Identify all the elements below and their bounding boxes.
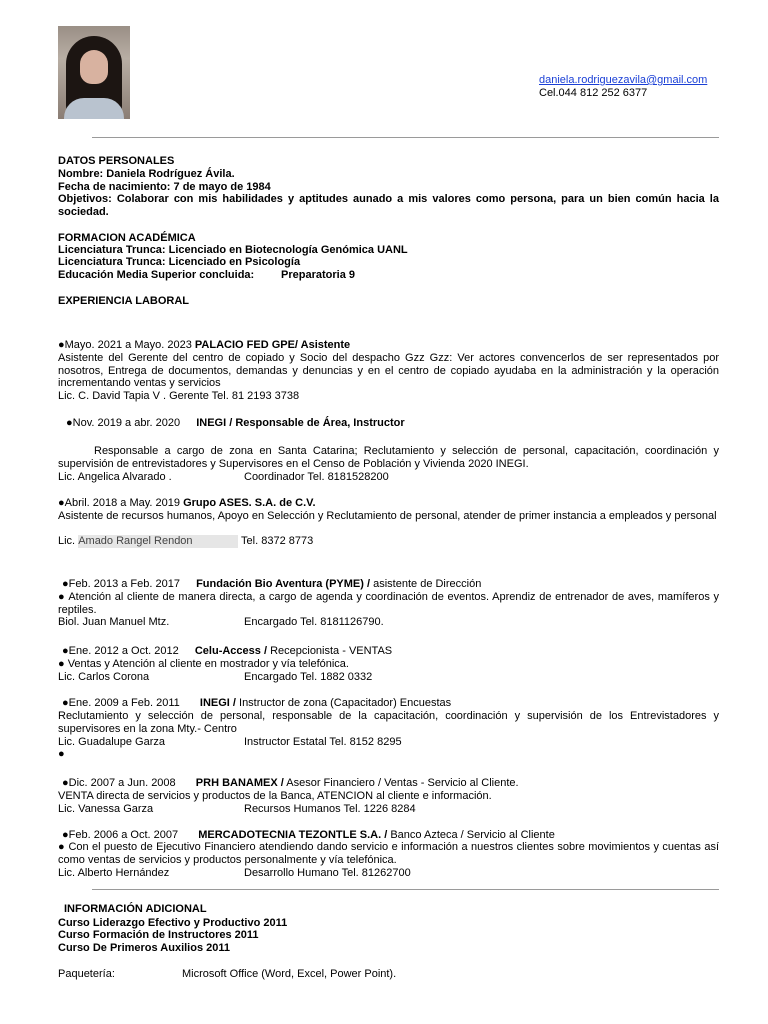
education-line-3-value: Preparatoria 9 bbox=[281, 269, 355, 281]
job-header bbox=[62, 578, 723, 591]
email-link[interactable]: daniela.rodriguezavila@gmail.com bbox=[539, 74, 708, 86]
job-reference bbox=[58, 671, 719, 684]
job-header bbox=[62, 697, 723, 710]
software-line bbox=[58, 968, 719, 981]
additional-heading: INFORMACIÓN ADICIONAL bbox=[64, 903, 207, 915]
reference-info: Encargado Tel. 1882 0332 bbox=[244, 671, 373, 683]
job-reference bbox=[58, 736, 719, 749]
job-role: Recepcionista - VENTAS bbox=[267, 645, 393, 657]
job-description: Responsable a cargo de zona en Santa Catarina; Reclutamiento y selección de personal, capacitación, coordinación y supervisión de entrevistadores y Supervisores en el Censo de Población y Vivienda 2020 INEGI. bbox=[58, 445, 719, 470]
job-dates: ●Mayo. 2021 a Mayo. 2023 bbox=[58, 339, 192, 351]
job-header bbox=[62, 645, 723, 658]
job-description: Reclutamiento y selección de personal, responsable de la capacitación, coordinación y supervisión de los Entrevistadores y supervisores en la zona Mty.- Centro bbox=[58, 710, 719, 735]
reference-info: Tel. 8372 8773 bbox=[241, 535, 314, 547]
course-2: Curso Formación de Instructores 2011 bbox=[58, 929, 259, 941]
job-reference bbox=[58, 471, 719, 484]
job-dates: ●Ene. 2012 a Oct. 2012 bbox=[62, 645, 179, 657]
top-divider bbox=[92, 137, 719, 138]
course-3: Curso De Primeros Auxilios 2011 bbox=[58, 942, 230, 954]
software-label: Paquetería: bbox=[58, 968, 115, 980]
personal-birth: Fecha de nacimiento: 7 de mayo de 1984 bbox=[58, 181, 271, 193]
job-description: ● Atención al cliente de manera directa, a cargo de agenda y coordinación de eventos. Aprendiz de entrenador de aves, mamíferos y reptiles. bbox=[58, 591, 719, 616]
job-reference bbox=[58, 867, 719, 880]
job-dates: ●Dic. 2007 a Jun. 2008 bbox=[62, 777, 176, 789]
job-title: PRH BANAMEX / bbox=[195, 777, 284, 789]
reference-name: Lic. C. David Tapia V . bbox=[58, 390, 167, 402]
software-value: Microsoft Office (Word, Excel, Power Point). bbox=[182, 968, 397, 980]
reference-info: Desarrollo Humano Tel. 81262700 bbox=[244, 867, 411, 879]
job-dates: ●Feb. 2013 a Feb. 2017 bbox=[62, 578, 180, 590]
job-description: Asistente de recursos humanos, Apoyo en Selección y Reclutamiento de personal, atender de primer instancia a empleados y personal bbox=[58, 510, 717, 522]
job-dates: ●Ene. 2009 a Feb. 2011 bbox=[62, 697, 180, 709]
job-description: VENTA directa de servicios y productos de la Banca, ATENCION al cliente e información. bbox=[58, 790, 492, 802]
job-role: asistente de Dirección bbox=[370, 578, 482, 590]
reference-name: Lic. Vanessa Garza bbox=[58, 803, 154, 815]
job-reference bbox=[58, 390, 719, 403]
job-title: PALACIO FED GPE/ Asistente bbox=[194, 339, 351, 351]
education-line-2: Licenciatura Trunca: Licenciado en Psicología bbox=[58, 256, 301, 268]
job-header bbox=[58, 497, 719, 510]
reference-name: Biol. Juan Manuel Mtz. bbox=[58, 616, 170, 628]
job-header bbox=[66, 417, 727, 430]
contact-block bbox=[539, 74, 707, 100]
job-dates: ●Feb. 2006 a Oct. 2007 bbox=[62, 829, 179, 841]
job-header bbox=[62, 829, 723, 842]
profile-photo bbox=[58, 26, 130, 119]
job-dates: ●Abril. 2018 a May. 2019 bbox=[58, 497, 181, 509]
education-heading: FORMACION ACADÉMICA bbox=[58, 232, 196, 244]
reference-name: Lic. Guadalupe Garza bbox=[58, 736, 166, 748]
job-description: ● Ventas y Atención al cliente en mostrador y vía telefónica. bbox=[58, 658, 349, 670]
personal-name: Nombre: Daniela Rodríguez Ávila. bbox=[58, 168, 235, 180]
job-header bbox=[62, 777, 723, 790]
job-description: Asistente del Gerente del centro de copiado y Socio del despacho Gzz Gzz: Ver actores convencerlos de ser representados por nosotros, Entrega de documentos, demandas y denuncias y en el centro de copiado ayudaba en la administración y la operación incrementando ventas y servicios bbox=[58, 352, 719, 389]
reference-name: Lic. Carlos Corona bbox=[58, 671, 150, 683]
education-line-3 bbox=[58, 269, 719, 282]
job-reference bbox=[58, 803, 719, 816]
phone-number: Cel.044 812 252 6377 bbox=[539, 87, 648, 99]
job-description: ● Con el puesto de Ejecutivo Financiero atendiendo dando servicio e información a nuestros clientes sobre movimientos y cuentas así como ventas de servicios y productos personalmente y vía telefónica. bbox=[58, 841, 719, 866]
bottom-divider bbox=[92, 889, 719, 890]
job-reference bbox=[58, 535, 719, 548]
job-role: Asesor Financiero / Ventas - Servicio al Cliente. bbox=[283, 777, 519, 789]
personal-objective: Objetivos: Colaborar con mis habilidades y aptitudes aunado a mis valores como persona, para un bien común hacia la sociedad. bbox=[58, 193, 719, 218]
job-title: Celu-Access / bbox=[194, 645, 268, 657]
job-role: Banco Azteca / Servicio al Cliente bbox=[387, 829, 555, 841]
education-line-3-label: Educación Media Superior concluida: bbox=[58, 269, 255, 281]
job-title: Fundación Bio Aventura (PYME) / bbox=[196, 578, 371, 590]
reference-info: Gerente Tel. 81 2193 3738 bbox=[169, 390, 300, 402]
reference-info: Coordinador Tel. 8181528200 bbox=[244, 471, 389, 483]
reference-info: Recursos Humanos Tel. 1226 8284 bbox=[244, 803, 416, 815]
personal-heading: DATOS PERSONALES bbox=[58, 155, 175, 167]
reference-name: Lic. Angelica Alvarado . bbox=[58, 471, 172, 483]
job-title: INEGI / Responsable de Área, Instructor bbox=[196, 417, 405, 429]
job-dates: ●Nov. 2019 a abr. 2020 bbox=[66, 417, 181, 429]
job-bullet: ● bbox=[58, 748, 65, 760]
course-1: Curso Liderazgo Efectivo y Productivo 2011 bbox=[58, 917, 288, 929]
job-role: Instructor de zona (Capacitador) Encuestas bbox=[235, 697, 452, 709]
job-title: INEGI / bbox=[199, 697, 236, 709]
education-line-1: Licenciatura Trunca: Licenciado en Biotecnología Genómica UANL bbox=[58, 244, 408, 256]
job-title: MERCADOTECNIA TEZONTLE S.A. / bbox=[198, 829, 388, 841]
reference-info: Encargado Tel. 8181126790. bbox=[244, 616, 384, 628]
reference-name: Amado Rangel Rendon bbox=[78, 535, 238, 548]
reference-name: Lic. Alberto Hernández bbox=[58, 867, 170, 879]
experience-heading: EXPERIENCIA LABORAL bbox=[58, 295, 189, 307]
job-header bbox=[58, 339, 719, 352]
job-title: Grupo ASES. S.A. de C.V. bbox=[183, 497, 316, 509]
job-reference bbox=[58, 616, 719, 629]
reference-prefix: Lic. bbox=[58, 535, 76, 547]
reference-info: Instructor Estatal Tel. 8152 8295 bbox=[244, 736, 402, 748]
